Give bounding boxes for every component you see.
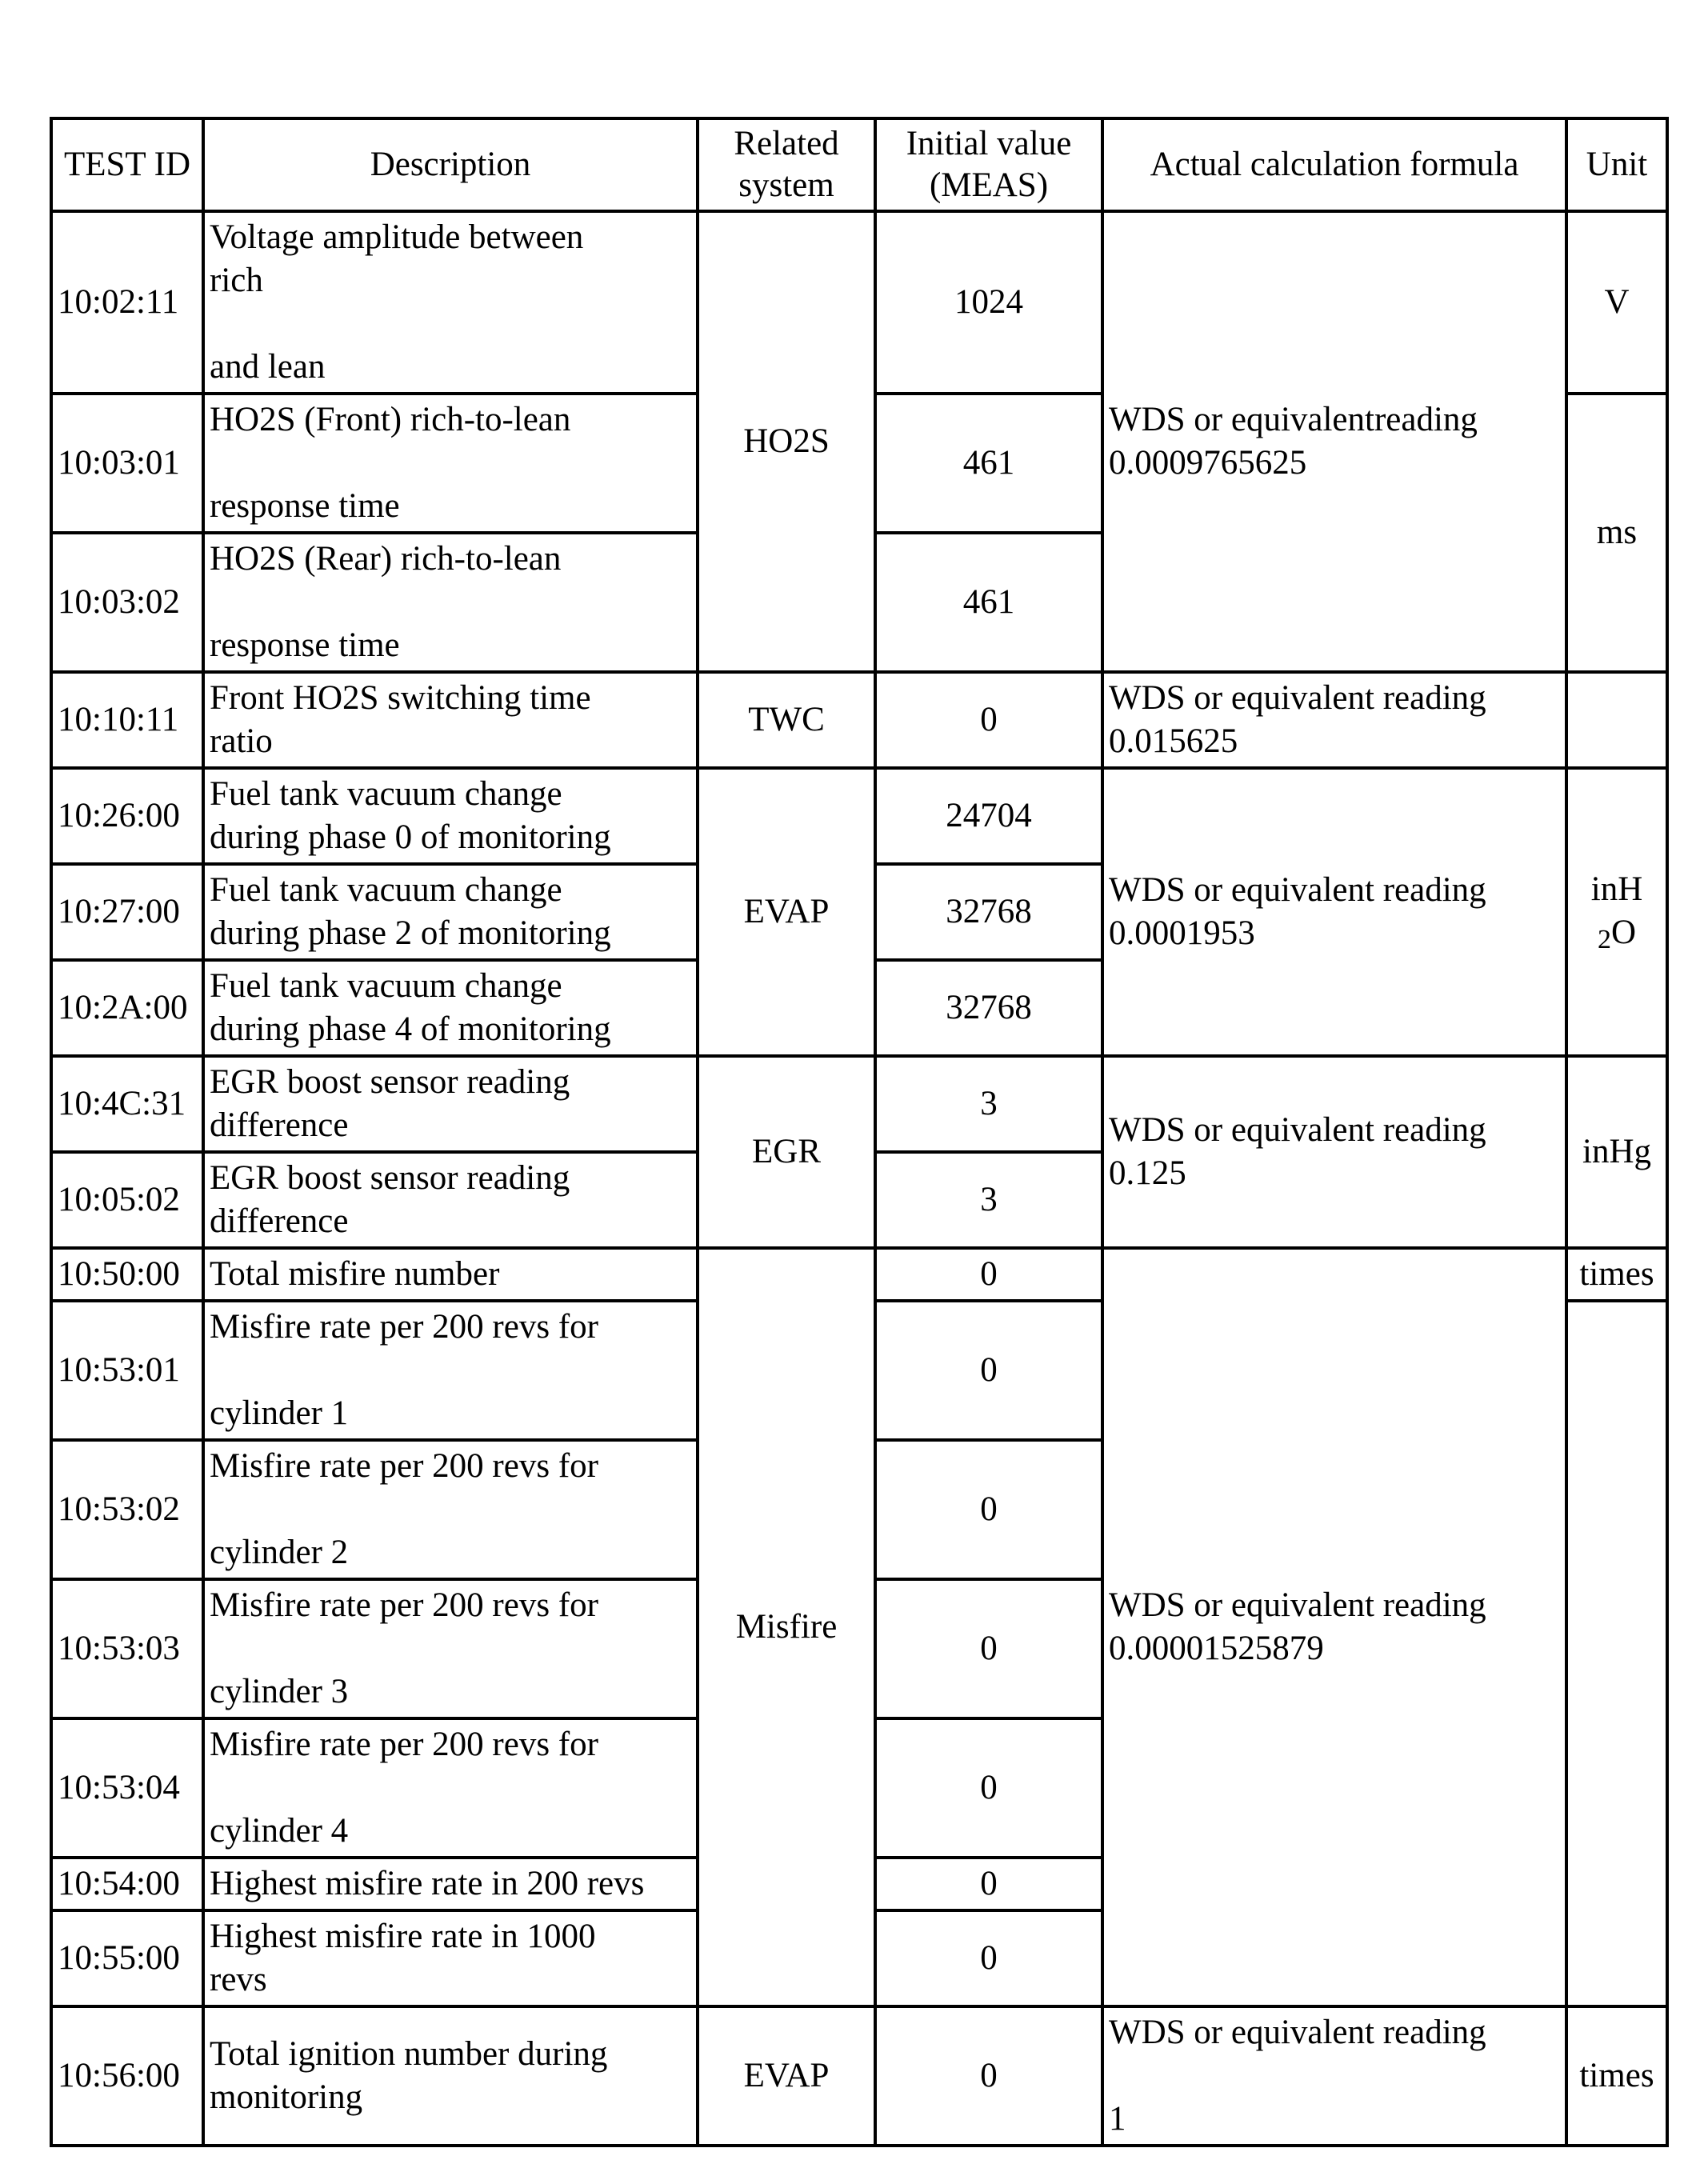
test-id-cell: 10:4C:31 — [51, 1056, 203, 1152]
description-spacer — [210, 581, 691, 624]
initial-value-cell: 32768 — [875, 864, 1102, 960]
initial-value-cell: 3 — [875, 1152, 1102, 1248]
formula-line-2: 0.125 — [1109, 1154, 1186, 1192]
header-formula: Actual calculation formula — [1102, 118, 1566, 211]
description-cell — [203, 1579, 698, 1718]
test-id-cell: 10:53:04 — [51, 1718, 203, 1858]
description-line: Misfire rate per 200 revs for — [210, 1308, 598, 1346]
table-row — [51, 1248, 1667, 1301]
description-spacer — [210, 442, 691, 485]
table-row — [51, 1056, 1667, 1152]
initial-value-cell: 0 — [875, 1301, 1102, 1440]
initial-value-cell: 0 — [875, 1440, 1102, 1579]
description-line: difference — [210, 1106, 349, 1144]
header-unit: Unit — [1566, 118, 1667, 211]
test-id-cell: 10:2A:00 — [51, 960, 203, 1056]
initial-value-cell: 461 — [875, 394, 1102, 533]
unit-cell-v: V — [1566, 211, 1667, 394]
description-spacer — [210, 1766, 691, 1810]
formula-line-1: WDS or equivalent reading — [1109, 679, 1486, 717]
unit-cell-inh2o — [1566, 768, 1667, 1056]
test-id-cell: 10:50:00 — [51, 1248, 203, 1301]
unit-inh2o-tail: O — [1610, 913, 1637, 951]
description-line: Fuel tank vacuum change — [210, 775, 562, 813]
initial-value-cell: 0 — [875, 1718, 1102, 1858]
test-id-cell: 10:02:11 — [51, 211, 203, 394]
description-line: Total misfire number — [210, 1255, 500, 1293]
table-row — [51, 2006, 1667, 2146]
description-cell — [203, 672, 698, 768]
test-id-cell: 10:54:00 — [51, 1858, 203, 1910]
table-row — [51, 768, 1667, 864]
description-cell — [203, 211, 698, 394]
test-id-cell: 10:05:02 — [51, 1152, 203, 1248]
description-line: cylinder 3 — [210, 1673, 349, 1710]
system-cell-egr: EGR — [698, 1056, 875, 1248]
table-row — [51, 211, 1667, 394]
description-line: Voltage amplitude between — [210, 218, 584, 256]
description-cell — [203, 1056, 698, 1152]
initial-value-cell: 0 — [875, 1858, 1102, 1910]
unit-cell-empty — [1566, 672, 1667, 768]
initial-value-cell: 3 — [875, 1056, 1102, 1152]
description-line: Front HO2S switching time — [210, 679, 591, 717]
initial-value-cell: 0 — [875, 1910, 1102, 2006]
description-cell — [203, 1718, 698, 1858]
description-line: Fuel tank vacuum change — [210, 871, 562, 909]
initial-value-cell: 32768 — [875, 960, 1102, 1056]
initial-value-cell: 24704 — [875, 768, 1102, 864]
description-line: Total ignition number during — [210, 2035, 608, 2073]
description-cell — [203, 960, 698, 1056]
unit-cell-empty — [1566, 1301, 1667, 2006]
description-line: EGR boost sensor reading — [210, 1063, 570, 1101]
description-cell — [203, 1301, 698, 1440]
description-cell — [203, 1440, 698, 1579]
formula-line-2: 1 — [1109, 2100, 1126, 2138]
formula-line-2: 0.00001525879 — [1109, 1630, 1324, 1667]
unit-inh2o-tail-line — [1573, 911, 1661, 957]
system-cell-evap-ignition: EVAP — [698, 2006, 875, 2146]
unit-inh2o-main: inH — [1590, 870, 1643, 908]
formula-cell-misfire — [1102, 1248, 1566, 2006]
test-id-cell: 10:10:11 — [51, 672, 203, 768]
description-line: rich — [210, 262, 263, 299]
description-spacer — [210, 1488, 691, 1531]
description-line: ratio — [210, 722, 273, 760]
header-test-id: TEST ID — [51, 118, 203, 211]
description-line: Misfire rate per 200 revs for — [210, 1586, 598, 1624]
description-cell — [203, 2006, 698, 2146]
description-cell — [203, 394, 698, 533]
header-related-system-line-2: system — [738, 166, 834, 204]
formula-line-1: WDS or equivalent reading — [1109, 871, 1486, 909]
description-cell — [203, 864, 698, 960]
test-id-cell: 10:27:00 — [51, 864, 203, 960]
header-description: Description — [203, 118, 698, 211]
formula-cell-ignition — [1102, 2006, 1566, 2146]
description-line: during phase 4 of monitoring — [210, 1010, 611, 1048]
description-line: Highest misfire rate in 1000 — [210, 1918, 596, 1955]
description-line: HO2S (Front) rich-to-lean — [210, 401, 571, 438]
formula-cell-egr — [1102, 1056, 1566, 1248]
initial-value-cell: 0 — [875, 2006, 1102, 2146]
system-cell-twc: TWC — [698, 672, 875, 768]
description-line: Highest misfire rate in 200 revs — [210, 1865, 645, 1902]
description-line: revs — [210, 1961, 267, 1998]
initial-value-cell: 0 — [875, 672, 1102, 768]
initial-value-cell: 461 — [875, 533, 1102, 672]
test-id-cell: 10:26:00 — [51, 768, 203, 864]
description-line: during phase 0 of monitoring — [210, 818, 611, 856]
description-cell — [203, 1248, 698, 1301]
unit-cell-times: times — [1566, 2006, 1667, 2146]
formula-line-2: 0.015625 — [1109, 722, 1238, 760]
unit-cell-ms: ms — [1566, 394, 1667, 672]
test-id-cell: 10:53:01 — [51, 1301, 203, 1440]
unit-inh2o-subscript: 2 — [1597, 924, 1611, 954]
description-cell — [203, 768, 698, 864]
description-line: monitoring — [210, 2078, 363, 2116]
test-id-cell: 10:03:01 — [51, 394, 203, 533]
formula-line-1: WDS or equivalentreading — [1109, 401, 1478, 438]
formula-line-1: WDS or equivalent reading — [1109, 1111, 1486, 1149]
description-line: cylinder 1 — [210, 1394, 349, 1432]
description-line: and lean — [210, 348, 326, 386]
test-id-cell: 10:55:00 — [51, 1910, 203, 2006]
unit-cell-times: times — [1566, 1248, 1667, 1301]
description-line: difference — [210, 1202, 349, 1240]
description-line: Misfire rate per 200 revs for — [210, 1726, 598, 1763]
header-initial-value-line-1: Initial value — [906, 125, 1072, 162]
initial-value-cell: 0 — [875, 1248, 1102, 1301]
system-cell-ho2s: HO2S — [698, 211, 875, 672]
description-line: response time — [210, 487, 400, 525]
formula-cell-ho2s — [1102, 211, 1566, 672]
formula-spacer — [1109, 2054, 1560, 2098]
description-line: response time — [210, 626, 400, 664]
formula-line-1: WDS or equivalent reading — [1109, 1586, 1486, 1624]
system-cell-misfire: Misfire — [698, 1248, 875, 2006]
header-initial-value — [875, 118, 1102, 211]
header-row — [51, 118, 1667, 211]
test-id-cell: 10:03:02 — [51, 533, 203, 672]
description-cell — [203, 1910, 698, 2006]
system-cell-evap: EVAP — [698, 768, 875, 1056]
table-row — [51, 672, 1667, 768]
description-spacer — [210, 302, 691, 346]
formula-cell-twc — [1102, 672, 1566, 768]
formula-line-2: 0.0001953 — [1109, 914, 1255, 952]
formula-cell-evap — [1102, 768, 1566, 1056]
initial-value-cell: 0 — [875, 1579, 1102, 1718]
formula-line-2: 0.0009765625 — [1109, 444, 1307, 482]
header-related-system — [698, 118, 875, 211]
test-id-cell: 10:56:00 — [51, 2006, 203, 2146]
description-line: Misfire rate per 200 revs for — [210, 1447, 598, 1485]
initial-value-cell: 1024 — [875, 211, 1102, 394]
description-line: during phase 2 of monitoring — [210, 914, 611, 952]
description-spacer — [210, 1349, 691, 1392]
description-line: EGR boost sensor reading — [210, 1159, 570, 1197]
formula-line-1: WDS or equivalent reading — [1109, 2014, 1486, 2051]
description-line: cylinder 4 — [210, 1812, 349, 1850]
description-cell — [203, 1858, 698, 1910]
diagnostic-test-table — [50, 117, 1669, 2147]
description-spacer — [210, 1627, 691, 1670]
header-initial-value-line-2: (MEAS) — [929, 166, 1049, 204]
description-line: cylinder 2 — [210, 1534, 349, 1571]
test-id-cell: 10:53:02 — [51, 1440, 203, 1579]
description-cell — [203, 533, 698, 672]
description-line: HO2S (Rear) rich-to-lean — [210, 540, 562, 578]
header-related-system-line-1: Related — [734, 125, 839, 162]
unit-cell-inhg: inHg — [1566, 1056, 1667, 1248]
description-cell — [203, 1152, 698, 1248]
description-line: Fuel tank vacuum change — [210, 967, 562, 1005]
test-id-cell: 10:53:03 — [51, 1579, 203, 1718]
